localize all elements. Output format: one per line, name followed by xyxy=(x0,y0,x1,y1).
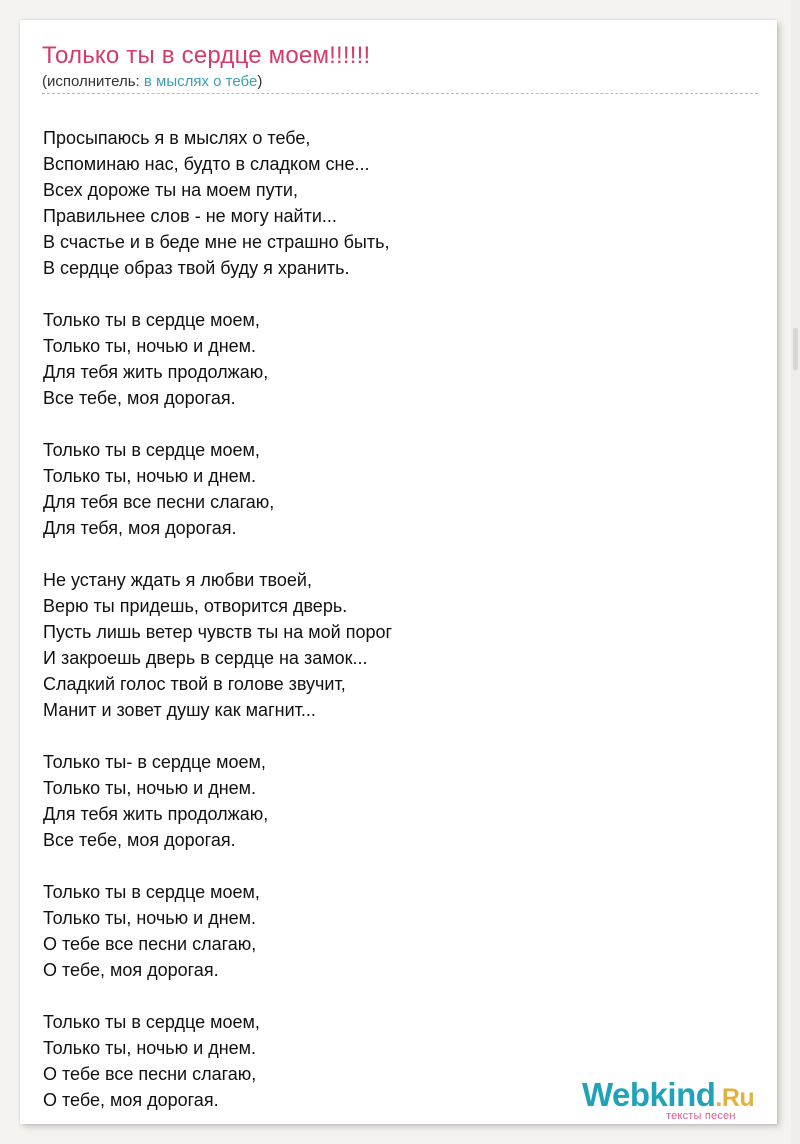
lyric-line: Для тебя жить продолжаю, xyxy=(43,804,269,824)
lyric-line: Вспоминаю нас, будто в сладком сне... xyxy=(43,154,370,174)
lyric-line: Все тебе, моя дорогая. xyxy=(43,830,236,850)
logo-tagline: тексты песен xyxy=(666,1110,736,1122)
lyric-line: Только ты, ночью и днем. xyxy=(43,778,257,798)
logo-ru-text: .Ru xyxy=(715,1084,755,1112)
lyric-line: Для тебя все песни слагаю, xyxy=(43,492,275,512)
lyric-line: О тебе все песни слагаю, xyxy=(43,934,257,954)
lyric-line: Всех дороже ты на моем пути, xyxy=(43,180,298,200)
artist-link[interactable]: в мыслях о тебе xyxy=(143,73,258,90)
lyric-line: Пусть лишь ветер чувств ты на мой порог xyxy=(43,622,393,642)
site-logo[interactable] xyxy=(582,1076,782,1120)
lyric-line: В сердце образ твой буду я хранить. xyxy=(43,258,350,278)
scrollbar-thumb[interactable] xyxy=(793,328,798,370)
lyric-line: Только ты, ночью и днем. xyxy=(43,466,257,486)
lyric-line: Верю ты придешь, отворится дверь. xyxy=(43,596,348,616)
lyric-line: Для тебя, моя дорогая. xyxy=(43,518,237,538)
lyric-line: Правильнее слов - не могу найти... xyxy=(43,206,337,226)
lyric-line: Для тебя жить продолжаю, xyxy=(43,362,269,382)
lyric-line: Только ты в сердце моем, xyxy=(43,440,260,460)
stanza-5 xyxy=(43,749,392,853)
lyric-line: Только ты в сердце моем, xyxy=(43,882,260,902)
lyric-line: О тебе, моя дорогая. xyxy=(43,960,219,980)
stanza-3 xyxy=(43,437,392,541)
lyric-line: О тебе, моя дорогая. xyxy=(43,1090,219,1110)
lyric-line: Только ты, ночью и днем. xyxy=(43,1038,257,1058)
stanza-6 xyxy=(43,879,392,983)
artist-line xyxy=(42,73,262,90)
lyric-line: Сладкий голос твой в голове звучит, xyxy=(43,674,346,694)
logo-main-text: Webkind xyxy=(582,1076,716,1113)
stanza-4 xyxy=(43,567,392,723)
scrollbar[interactable] xyxy=(791,0,800,1144)
stanza-1 xyxy=(43,125,392,281)
lyric-line: И закроешь дверь в сердце на замок... xyxy=(43,648,368,668)
lyric-line: Просыпаюсь я в мыслях о тебе, xyxy=(43,128,311,148)
lyrics-page xyxy=(20,20,777,1124)
lyric-line: В счастье и в беде мне не страшно быть, xyxy=(43,232,390,252)
song-title: Только ты в сердце моем!!!!!! xyxy=(42,42,371,69)
lyric-line: Не устану ждать я любви твоей, xyxy=(43,570,312,590)
stanza-7 xyxy=(43,1009,392,1113)
lyrics-body xyxy=(43,125,392,1139)
lyric-line: Только ты, ночью и днем. xyxy=(43,908,257,928)
artist-prefix: (исполнитель: xyxy=(42,73,144,90)
logo-wordmark xyxy=(582,1076,754,1114)
lyric-line: О тебе все песни слагаю, xyxy=(43,1064,257,1084)
lyric-line: Только ты- в сердце моем, xyxy=(43,752,266,772)
lyric-line: Только ты в сердце моем, xyxy=(43,1012,260,1032)
lyric-line: Все тебе, моя дорогая. xyxy=(43,388,236,408)
title-divider xyxy=(42,93,758,94)
artist-suffix: ) xyxy=(257,73,263,90)
lyric-line: Только ты в сердце моем, xyxy=(43,310,260,330)
lyric-line: Только ты, ночью и днем. xyxy=(43,336,257,356)
lyric-line: Манит и зовет душу как магнит... xyxy=(43,700,316,720)
stanza-2 xyxy=(43,307,392,411)
